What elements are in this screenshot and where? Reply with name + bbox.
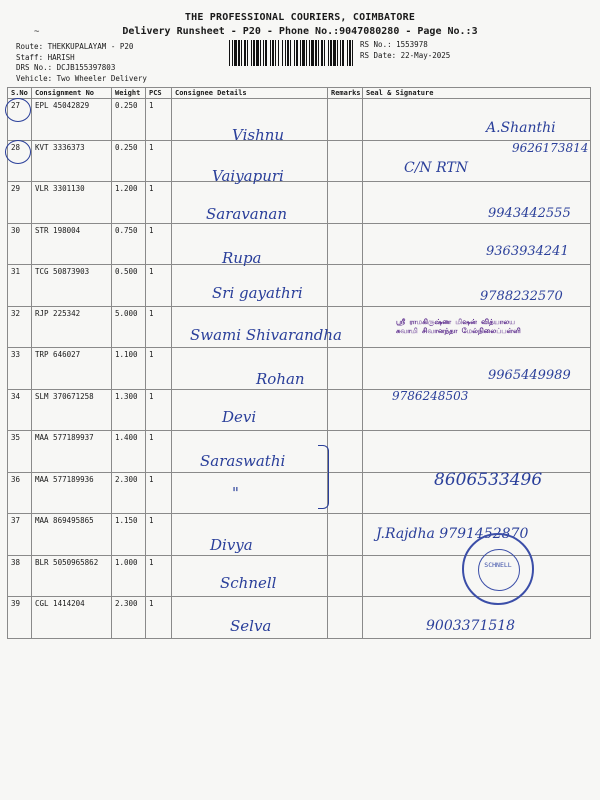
- handwritten-name: Sri gayathri: [212, 284, 303, 302]
- row-remarks: [328, 223, 363, 265]
- table-header-row: [8, 88, 591, 99]
- corner-mark: ~: [34, 27, 40, 37]
- row-weight: 1.300: [112, 389, 146, 431]
- row-28-circle-mark: [5, 140, 31, 164]
- school-stamp-line2: சுவாமி சிவானந்தா மேல்நிலைப்பள்ளி: [396, 327, 521, 335]
- handwritten-name: Saraswathi: [200, 452, 286, 470]
- row-remarks: [328, 431, 363, 473]
- row-weight: 0.750: [112, 223, 146, 265]
- handwritten-name: Schnell: [220, 574, 277, 592]
- row-consignment: TRP 646027: [32, 348, 112, 390]
- header-consignee: Consignee Details: [172, 88, 328, 99]
- row-remarks: [328, 514, 363, 556]
- row-remarks: [328, 265, 363, 307]
- row-pcs: 1: [146, 597, 172, 639]
- rs-date: RS Date: 22-May-2025: [360, 50, 451, 60]
- school-stamp-line1: ஸ்ரீ ராமகிருஷ்ண மிஷன் வித்யாலய: [396, 318, 516, 326]
- row-sno: 32: [8, 306, 32, 348]
- row-consignment: MAA 869495865: [32, 514, 112, 556]
- row-pcs: 1: [146, 389, 172, 431]
- table-row: [8, 140, 591, 182]
- drs-line: DRS No.: DCJB155397803: [16, 63, 116, 72]
- row-sno: 27: [8, 99, 32, 141]
- handwritten-phone: 8606533496: [434, 470, 543, 490]
- row-consignment: KVT 3336373: [32, 140, 112, 182]
- row-pcs: 1: [146, 555, 172, 597]
- barcode: [229, 40, 355, 66]
- row-consignment: STR 198004: [32, 223, 112, 265]
- vehicle-line: Vehicle: Two Wheeler Delivery: [16, 73, 147, 83]
- handwritten-phone: 9626173814: [512, 141, 589, 155]
- row-remarks: [328, 99, 363, 141]
- row-consignment: SLM 370671258: [32, 389, 112, 431]
- row-seal: [363, 431, 591, 473]
- header-seal: Seal & Signature: [363, 88, 591, 99]
- handwritten-name: Rohan: [256, 370, 305, 388]
- header-pcs: PCS: [146, 88, 172, 99]
- row-pcs: 1: [146, 265, 172, 307]
- row-weight: 2.300: [112, 472, 146, 514]
- row-consignment: CGL 1414204: [32, 597, 112, 639]
- row-weight: 0.250: [112, 140, 146, 182]
- row-pcs: 1: [146, 514, 172, 556]
- row-pcs: 1: [146, 182, 172, 224]
- route-line: Route: THEKKUPALAYAM - P20: [16, 42, 134, 51]
- header-remarks: Remarks: [328, 88, 363, 99]
- row-sno: 34: [8, 389, 32, 431]
- row-consignment: RJP 225342: [32, 306, 112, 348]
- row-pcs: 1: [146, 348, 172, 390]
- row-weight: 1.150: [112, 514, 146, 556]
- row-consignment: VLR 3301130: [32, 182, 112, 224]
- row-weight: 0.250: [112, 99, 146, 141]
- row-pcs: 1: [146, 223, 172, 265]
- header-sno: S.No: [8, 88, 32, 99]
- handwritten-phone: 9788232570: [480, 289, 563, 304]
- runsheet-subtitle: Delivery Runsheet - P20 - Phone No.:9047080280 - Page No.:3: [122, 26, 478, 37]
- table-row: [8, 431, 591, 473]
- handwritten-signature: C/N RTN: [404, 160, 469, 176]
- row-remarks: [328, 182, 363, 224]
- round-seal-text: SCHNELL: [484, 561, 512, 569]
- handwritten-ditto-mark: ": [232, 484, 239, 502]
- row-sno: 37: [8, 514, 32, 556]
- route-meta: [16, 42, 147, 84]
- row-sno: 29: [8, 182, 32, 224]
- header-weight: Weight: [112, 88, 146, 99]
- row-weight: 2.300: [112, 597, 146, 639]
- handwritten-name: Devi: [222, 408, 257, 426]
- row-sno: 30: [8, 223, 32, 265]
- handwritten-name: Selva: [230, 617, 272, 635]
- rs-meta: [360, 40, 450, 61]
- handwritten-phone: 9786248503: [392, 389, 469, 403]
- row-sno: 28: [8, 140, 32, 182]
- handwritten-name: Divya: [210, 536, 253, 554]
- row-remarks: [328, 140, 363, 182]
- handwritten-name: Rupa: [222, 249, 262, 267]
- handwritten-name: Swami Shivarandha: [190, 326, 342, 344]
- handwritten-signature: J.Rajdha 9791452870: [376, 526, 529, 542]
- row-consignment: MAA 577189936: [32, 472, 112, 514]
- row-consignment: MAA 577189937: [32, 431, 112, 473]
- handwritten-name: Saravanan: [206, 205, 288, 223]
- handwritten-signature: A.Shanthi: [486, 120, 556, 136]
- row-sno: 39: [8, 597, 32, 639]
- table-row: [8, 389, 591, 431]
- row-sno: 38: [8, 555, 32, 597]
- handwritten-phone: 9003371518: [426, 618, 516, 634]
- row-sno: 33: [8, 348, 32, 390]
- handwritten-phone: 9943442555: [488, 206, 571, 221]
- row-remarks: [328, 389, 363, 431]
- row-consignment: TCG 50873903: [32, 265, 112, 307]
- row-pcs: 1: [146, 431, 172, 473]
- company-title: THE PROFESSIONAL COURIERS, COIMBATORE: [184, 12, 416, 23]
- row-pcs: 1: [146, 306, 172, 348]
- handwritten-phone: 9363934241: [486, 244, 569, 259]
- row-pcs: 1: [146, 140, 172, 182]
- handwritten-brace-mark: [318, 445, 329, 509]
- row-remarks: [328, 555, 363, 597]
- row-weight: 1.100: [112, 348, 146, 390]
- rs-number: RS No.: 1553978: [360, 40, 428, 49]
- row-sno: 36: [8, 472, 32, 514]
- row-consignee: [172, 472, 328, 514]
- row-seal: [363, 99, 591, 141]
- row-consignment: BLR 5050965862: [32, 555, 112, 597]
- row-remarks: [328, 472, 363, 514]
- staff-line: Staff: HARISH: [16, 52, 75, 62]
- row-remarks: [328, 597, 363, 639]
- row-sno: 31: [8, 265, 32, 307]
- school-stamp: [396, 318, 576, 336]
- row-weight: 1.200: [112, 182, 146, 224]
- round-company-seal: [462, 533, 534, 605]
- row-weight: 1.000: [112, 555, 146, 597]
- row-sno: 35: [8, 431, 32, 473]
- row-27-circle-mark: [5, 98, 31, 122]
- round-seal-inner-ring: [478, 549, 520, 591]
- row-weight: 1.400: [112, 431, 146, 473]
- row-consignment: EPL 45042829: [32, 99, 112, 141]
- row-weight: 0.500: [112, 265, 146, 307]
- row-pcs: 1: [146, 472, 172, 514]
- handwritten-name: Vishnu: [232, 126, 285, 144]
- row-remarks: [328, 348, 363, 390]
- row-weight: 5.000: [112, 306, 146, 348]
- header-consignment: Consignment No: [32, 88, 112, 99]
- row-pcs: 1: [146, 99, 172, 141]
- handwritten-phone: 9965449989: [488, 368, 571, 383]
- handwritten-name: Vaiyapuri: [212, 167, 284, 185]
